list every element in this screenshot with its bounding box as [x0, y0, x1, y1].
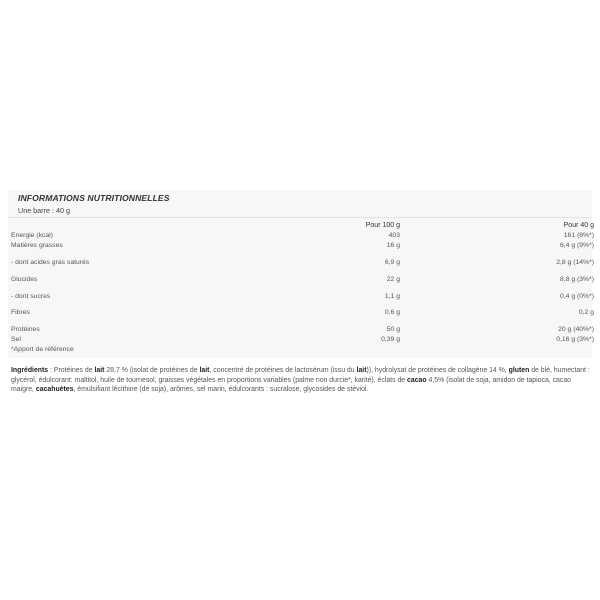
nutrient-value-per-40g: 8,8 g (3%*)	[559, 276, 594, 283]
nutrition-panel	[8, 190, 592, 358]
nutrient-value-per-100g: 0,39 g	[381, 336, 400, 343]
ingredients-label: Ingrédients	[11, 367, 49, 374]
nutrient-value-per-100g: 0,6 g	[384, 309, 400, 316]
allergen: cacao	[407, 376, 427, 384]
reference-intake-footnote: *Apport de référence	[11, 346, 74, 353]
nutrient-name: Protéines	[11, 326, 40, 333]
nutrient-value-per-100g: 6,9 g	[384, 259, 400, 266]
nutrient-value-per-40g: 6,4 g (9%*)	[559, 242, 594, 249]
serving-size: Une barre : 40 g	[18, 206, 70, 215]
allergen: lait	[199, 367, 210, 374]
nutrition-title: INFORMATIONS NUTRITIONNELLES	[18, 193, 170, 203]
allergen: cacahuètes	[35, 386, 74, 394]
allergen: lait	[356, 367, 367, 374]
nutrient-name: Glucides	[11, 276, 38, 283]
ingredients-segment: , émulsifiant lécithine (de soja), arômes, sel marin, édulcorants : sucralose, glycosides de stéviol.	[73, 386, 369, 394]
ingredients-segment: de blé, humectant : glycérol, édulcorant: maltitol, huile de tournesol, graisses végétales en proportions variables (palme non durcie*, karité), éclats de	[11, 367, 590, 384]
column-header-per-100g: Pour 100 g	[365, 222, 400, 229]
nutrient-value-per-40g: 161 (8%*)	[563, 232, 594, 239]
ingredients-segment: 4,5% (isolat de soja, amidon de tapioca, cacao maigre,	[11, 376, 572, 394]
nutrient-value-per-100g: 50 g	[386, 326, 400, 333]
nutrient-value-per-40g: 20 g (40%*)	[558, 326, 594, 333]
ingredients-segment: : Protéines de	[48, 367, 95, 374]
nutrient-value-per-40g: 0,2 g	[578, 309, 594, 316]
nutrient-name: - dont sucres	[11, 293, 51, 300]
ingredients-segment: 28,7 % (isolat de protéines de	[104, 367, 200, 374]
nutrient-value-per-100g: 1,1 g	[384, 293, 400, 300]
allergen: lait	[94, 367, 105, 374]
nutrient-value-per-40g: 0,16 g (3%*)	[556, 336, 594, 343]
nutrient-value-per-100g: 16 g	[386, 242, 400, 249]
nutrient-value-per-40g: 0,4 g (0%*)	[559, 293, 594, 300]
nutrient-name: Matières grasses	[11, 242, 63, 249]
allergen: gluten	[508, 367, 530, 374]
nutrient-value-per-100g: 22 g	[386, 276, 400, 283]
nutrient-name: Energie (kcal)	[11, 232, 53, 239]
column-header-per-40g: Pour 40 g	[563, 222, 594, 229]
divider	[8, 217, 592, 218]
ingredients-segment: , concentré de protéines de lactosérum (issu du	[209, 367, 357, 374]
nutrient-value-per-40g: 2,8 g (14%*)	[556, 259, 594, 266]
nutrient-name: Fibres	[11, 309, 30, 316]
nutrient-name: Sel	[11, 336, 21, 343]
nutrient-value-per-100g: 403	[388, 232, 400, 239]
ingredients-segment: )), hydrolysat de protéines de collagène 14 %,	[366, 367, 509, 374]
nutrient-name: - dont acides gras saturés	[11, 259, 90, 266]
ingredients-text	[11, 366, 591, 395]
